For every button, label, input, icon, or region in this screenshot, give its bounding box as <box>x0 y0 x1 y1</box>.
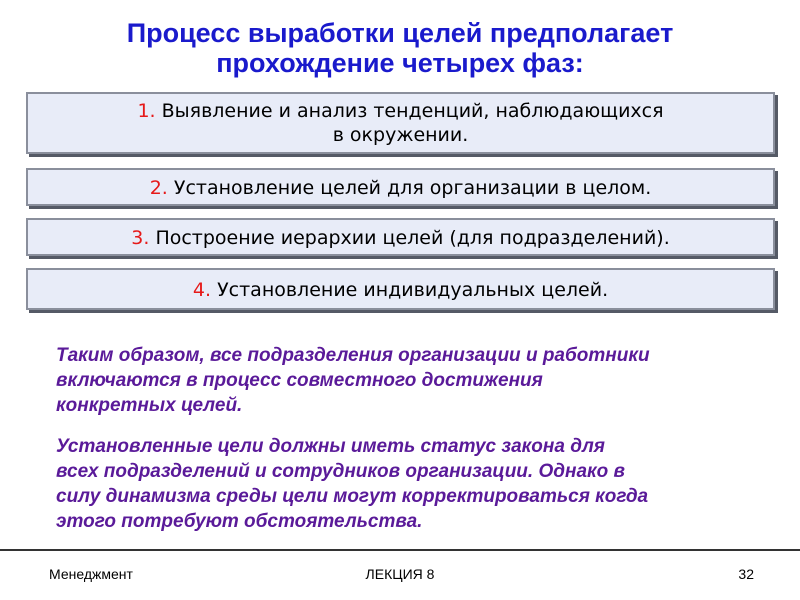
footer-lecture-label: ЛЕКЦИЯ 8 <box>365 566 435 582</box>
slide-title-line-2: прохождение четырех фаз: <box>216 48 584 78</box>
phase-3-number: 3. <box>131 227 150 249</box>
summary-2-line-1: Установленные цели должны иметь статус закона для <box>56 436 605 457</box>
summary-paragraph-1 <box>56 343 776 418</box>
phase-4-text: Установление индивидуальных целей. <box>217 279 609 301</box>
phase-1-line-1 <box>28 99 773 123</box>
phase-box-3 <box>26 218 775 256</box>
slide-title-line-1: Процесс выработки целей предполагает <box>126 18 674 48</box>
phase-box-2 <box>26 168 775 206</box>
phase-3-text: Построение иерархии целей (для подразделений). <box>155 227 670 249</box>
phase-1-text-1: Выявление и анализ тенденций, наблюдающихся <box>161 100 664 122</box>
phase-3-line-1 <box>28 226 773 250</box>
phase-2-text: Установление целей для организации в целом. <box>173 177 652 199</box>
summary-2-line-3: силу динамизма среды цели могут корректироваться когда <box>56 486 649 507</box>
phase-box-1 <box>26 92 775 154</box>
summary-paragraph-2 <box>56 434 776 534</box>
summary-1-line-3: конкретных целей. <box>56 395 243 416</box>
phase-4-line-1 <box>28 278 773 302</box>
summary-1-line-1: Таким образом, все подразделения организации и работники <box>56 345 650 366</box>
phase-2-number: 2. <box>149 177 168 199</box>
summary-1-line-2: включаются в процесс совместного достижения <box>56 370 543 391</box>
phase-1-number: 1. <box>137 100 156 122</box>
phase-box-4 <box>26 268 775 310</box>
phase-2-line-1 <box>28 176 773 200</box>
footer-course-name: Менеджмент <box>49 566 133 582</box>
summary-2-line-4: этого потребуют обстоятельства. <box>56 511 423 532</box>
phase-1-text-2: в окружении. <box>332 124 469 146</box>
summary-2-line-2: всех подразделений и сотрудников организации. Однако в <box>56 461 626 482</box>
footer-divider <box>0 549 800 551</box>
footer-page-number: 32 <box>738 566 754 582</box>
slide-title <box>0 18 800 78</box>
phase-4-number: 4. <box>192 279 212 301</box>
